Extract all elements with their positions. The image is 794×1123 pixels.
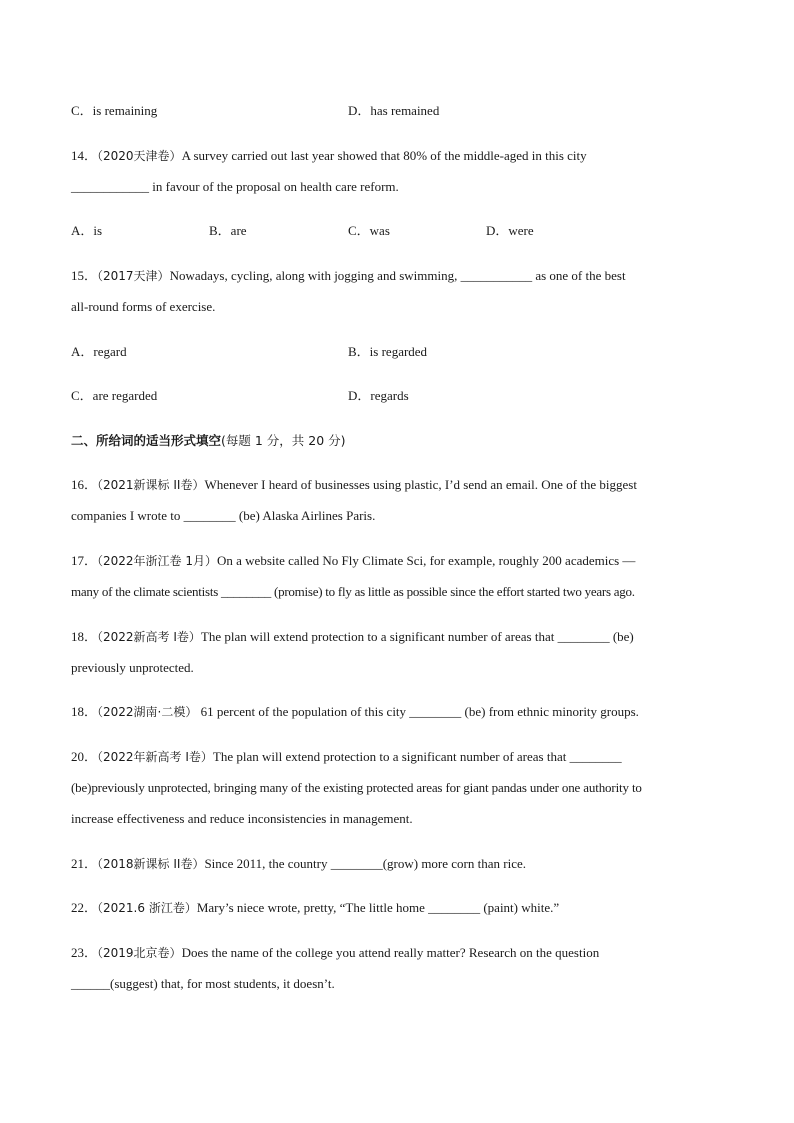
q15-option-d: D．regards	[348, 388, 409, 403]
q19-number: 18．	[71, 704, 98, 719]
q15-option-c: C．are regarded	[71, 388, 158, 403]
q14-option-c: C．was	[348, 223, 390, 238]
q20-line1	[71, 749, 622, 765]
q23-line2: ______(suggest) that, for most students, it doesn’t.	[71, 976, 335, 991]
q23-source: （2019北京卷）	[97, 946, 182, 960]
q14-text-1: A survey carried out last year showed that 80% of the middle-aged in this city	[181, 148, 587, 163]
q17-source: （2022年浙江卷 1月）	[97, 554, 218, 568]
q21-source: （2018新课标 II卷）	[97, 857, 205, 871]
q22-line1	[71, 900, 559, 916]
q17-number: 17．	[71, 553, 98, 568]
q14-source: （2020天津卷）	[97, 149, 182, 163]
q20-source: （2022年新高考 I卷）	[97, 750, 213, 764]
q18-number: 18．	[71, 629, 98, 644]
q15-source: （2017天津）	[97, 269, 170, 283]
q21-text-1: Since 2011, the country ________(grow) more corn than rice.	[204, 856, 526, 871]
q15-line2: all-round forms of exercise.	[71, 299, 216, 314]
q21-line1	[71, 856, 526, 872]
q20-number: 20．	[71, 749, 98, 764]
q20-text-1: The plan will extend protection to a significant number of areas that ________	[212, 749, 622, 764]
q16-source: （2021新课标 II卷）	[97, 478, 205, 492]
q19-text-1: 61 percent of the population of this city ________ (be) from ethnic minority groups.	[197, 704, 639, 719]
q22-text-1: Mary’s niece wrote, pretty, “The little home ________ (paint) white.”	[196, 900, 560, 915]
q18-line1	[71, 629, 634, 645]
q18-source: （2022新高考 I卷）	[97, 630, 201, 644]
q18-text-1: The plan will extend protection to a significant number of areas that ________ (be)	[200, 629, 634, 644]
q16-number: 16．	[71, 477, 98, 492]
q23-line1	[71, 945, 599, 961]
q15-line1	[71, 268, 626, 284]
q22-number: 22．	[71, 900, 98, 915]
q13-option-d: D．has remained	[348, 103, 440, 118]
section-2-title: 二、所给词的适当形式填空	[71, 433, 222, 448]
q21-number: 21．	[71, 856, 98, 871]
q14-line1	[71, 148, 587, 164]
q14-option-b: B．are	[209, 223, 247, 238]
q15-number: 15．	[71, 268, 98, 283]
q13-option-c: C．is remaining	[71, 103, 158, 118]
q19-line1	[71, 704, 639, 720]
q16-line1	[71, 477, 637, 493]
q15-text-1: Nowadays, cycling, along with jogging and swimming, ___________ as one of the best	[169, 268, 626, 283]
q22-source: （2021.6 浙江卷）	[97, 901, 197, 915]
q17-line1	[71, 553, 635, 569]
q23-text-1: Does the name of the college you attend really matter? Research on the question	[181, 945, 600, 960]
q14-option-a: A．is	[71, 223, 103, 238]
q23-number: 23．	[71, 945, 98, 960]
q17-line2: many of the climate scientists ________ (promise) to fly as little as possible since the effort started two years ago.	[71, 584, 635, 599]
q15-option-b: B．is regarded	[348, 344, 428, 359]
q14-line2: ____________ in favour of the proposal on health care reform.	[71, 179, 399, 194]
q14-option-d: D．were	[486, 223, 534, 238]
q17-text-1: On a website called No Fly Climate Sci, for example, roughly 200 academics —	[217, 553, 636, 568]
q20-line3: increase effectiveness and reduce inconsistencies in management.	[71, 811, 413, 826]
q20-line2: (be)previously unprotected, bringing many of the existing protected areas for giant pandas under one authority to	[71, 780, 642, 795]
q19-source: （2022湖南·二模）	[97, 705, 198, 719]
q15-option-a: A．regard	[71, 344, 127, 359]
section-2-note: (每题 1 分，共 20 分)	[221, 433, 346, 448]
q18-line2: previously unprotected.	[71, 660, 194, 675]
q14-number: 14．	[71, 148, 98, 163]
q16-line2: companies I wrote to ________ (be) Alaska Airlines Paris.	[71, 508, 376, 523]
q16-text-1: Whenever I heard of businesses using plastic, I’d send an email. One of the biggest	[204, 477, 637, 492]
section-2-heading	[71, 433, 346, 449]
